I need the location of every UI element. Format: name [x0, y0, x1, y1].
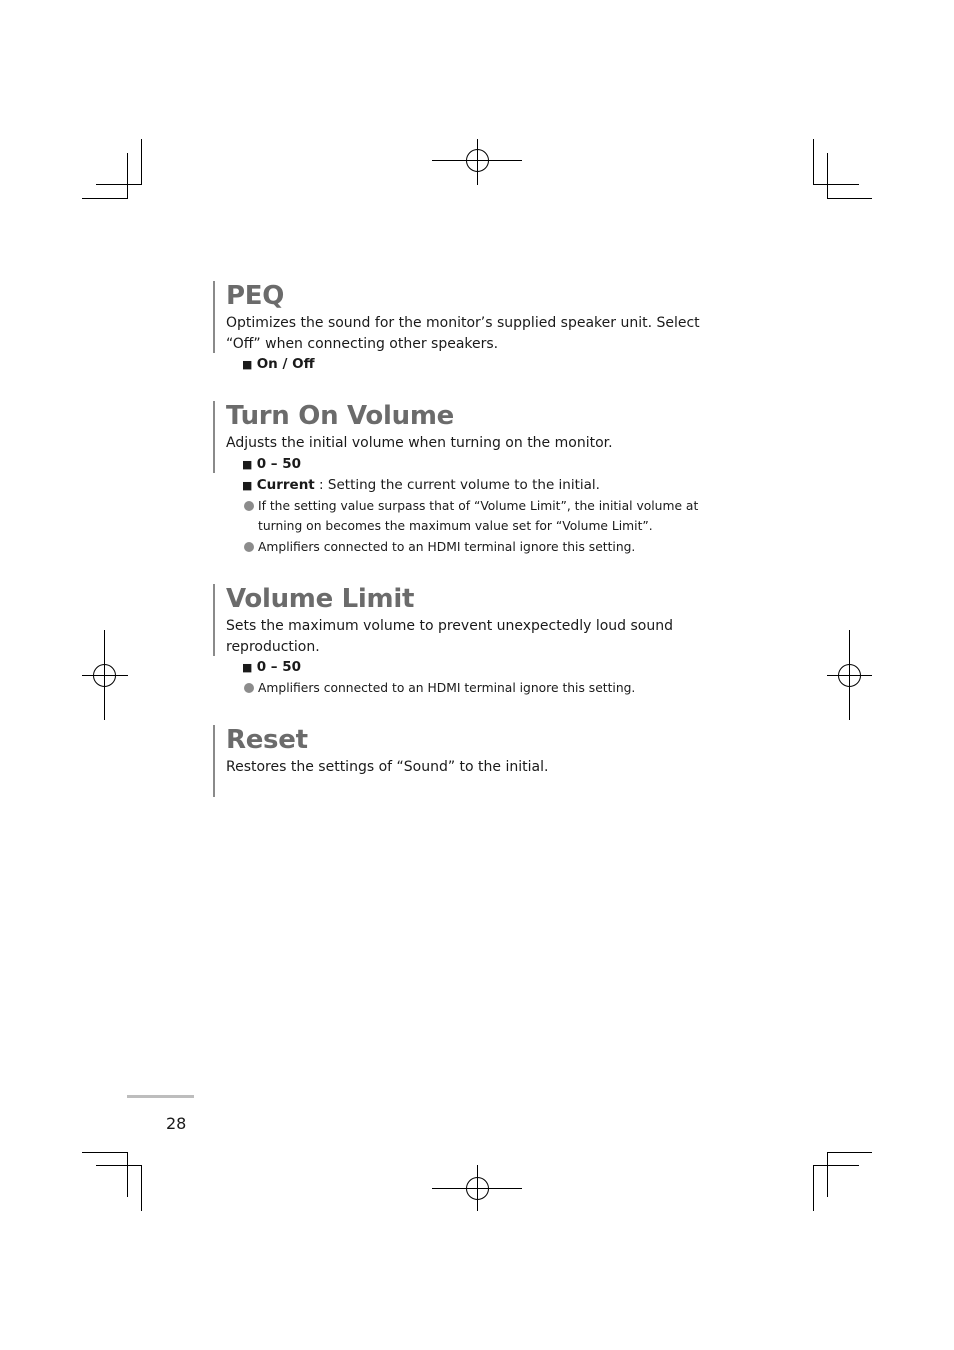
section-bar [213, 281, 215, 353]
section-reset [213, 725, 733, 778]
section-title: Volume Limit [226, 584, 415, 614]
note-item [244, 678, 733, 699]
page-number: 28 [166, 1114, 187, 1133]
page-number-rule [127, 1095, 194, 1098]
option-label: 0 – 50 [256, 659, 302, 675]
bullet-dot-icon [244, 542, 254, 552]
square-bullet-icon: ■ [242, 358, 253, 371]
section-bar [213, 725, 215, 797]
section-title: PEQ [226, 281, 285, 311]
option-label: 0 – 50 [256, 455, 302, 472]
section-bar [213, 584, 215, 656]
square-bullet-icon: ■ [242, 478, 253, 492]
section-turn-on-volume [213, 401, 733, 557]
section-volume-limit [213, 584, 733, 699]
option-item [242, 354, 733, 375]
option-text: : Setting the current volume to the initial. [314, 476, 600, 493]
option-item [242, 657, 733, 678]
section-description: Sets the maximum volume to prevent unexpectedly loud sound reproduction. [226, 618, 673, 655]
section-title: Reset [226, 725, 308, 755]
section-description: Adjusts the initial volume when turning on the monitor. [226, 435, 613, 451]
bullet-dot-icon [244, 683, 254, 693]
note-item [244, 537, 733, 558]
section-title: Turn On Volume [226, 401, 454, 431]
option-label: Current [256, 476, 315, 493]
note-text: Amplifiers connected to an HDMI terminal ignore this setting. [258, 681, 636, 695]
section-bar [213, 401, 215, 473]
square-bullet-icon: ■ [242, 457, 253, 471]
square-bullet-icon: ■ [242, 661, 253, 674]
option-item [242, 475, 733, 496]
note-item [244, 496, 733, 537]
section-description: Restores the settings of “Sound” to the initial. [226, 759, 549, 775]
note-text: If the setting value surpass that of “Volume Limit”, the initial volume at turning on becomes the maximum value set for “Volume Limit”. [258, 498, 699, 533]
section-peq [213, 281, 733, 375]
bullet-dot-icon [244, 501, 254, 511]
option-item [242, 454, 733, 475]
option-label: On / Off [256, 356, 315, 372]
section-description: Optimizes the sound for the monitor’s supplied speaker unit. Select “Off” when connecting other speakers. [226, 315, 700, 352]
note-text: Amplifiers connected to an HDMI terminal ignore this setting. [258, 539, 636, 554]
